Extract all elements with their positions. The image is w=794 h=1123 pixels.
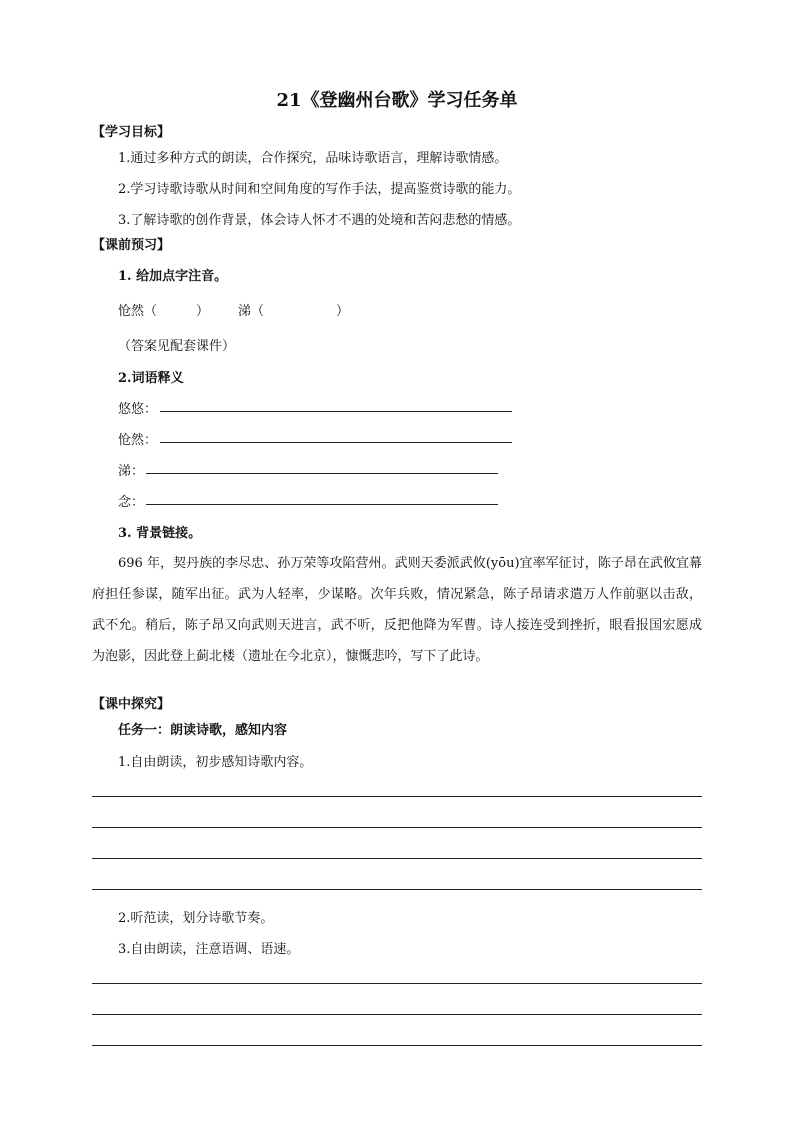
word-label: 悠悠： <box>118 402 158 417</box>
task1-title: 任务一：朗读诗歌，感知内容 <box>118 723 288 738</box>
answer-line[interactable] <box>92 1014 702 1015</box>
task-item: 2.听范读，划分诗歌节奏。 <box>118 911 274 926</box>
answer-note: （答案见配套课件） <box>118 339 236 354</box>
word-label: 念： <box>118 495 145 510</box>
pinyin-word-ti: 涕（ <box>238 304 265 319</box>
q1-title: 1. 给加点字注音。 <box>118 269 228 284</box>
task-item: 1.自由朗读，初步感知诗歌内容。 <box>118 755 313 770</box>
task-item: 3.自由朗读，注意语调、语速。 <box>118 942 300 957</box>
goals-heading: 【学习目标】 <box>92 125 171 140</box>
answer-line[interactable] <box>160 411 512 412</box>
word-label: 涕： <box>118 464 145 479</box>
goal-item: 3.了解诗歌的创作背景，体会诗人怀才不遇的处境和苦闷悲愁的情感。 <box>118 213 521 228</box>
answer-line[interactable] <box>92 1045 702 1046</box>
preview-heading: 【课前预习】 <box>92 238 171 253</box>
answer-line[interactable] <box>92 983 702 984</box>
explore-heading: 【课中探究】 <box>92 697 171 712</box>
answer-line[interactable] <box>92 796 702 797</box>
answer-line[interactable] <box>146 504 498 505</box>
answer-line[interactable] <box>92 858 702 859</box>
goal-item: 1.通过多种方式的朗读，合作探究，品味诗歌语言，理解诗歌情感。 <box>118 151 508 166</box>
page-title: 21《登幽州台歌》学习任务单 <box>276 90 518 111</box>
pinyin-blank-close: ） <box>196 304 210 319</box>
answer-line[interactable] <box>92 827 702 828</box>
word-label: 怆然： <box>118 433 158 448</box>
goal-item: 2.学习诗歌诗歌从时间和空间角度的写作手法，提高鉴赏诗歌的能力。 <box>118 182 521 197</box>
answer-line[interactable] <box>160 442 512 443</box>
answer-line[interactable] <box>146 473 498 474</box>
pinyin-blank-close: ） <box>336 304 350 319</box>
background-paragraph: 696 年，契丹族的李尽忠、孙万荣等攻陷营州。武则天委派武攸(yōu)宜率军征讨，陈子昂在武攸宜幕府担任参谋，随军出征。武为人轻率，少谋略。次年兵败，情况紧急，陈子昂请求遣万人作前驱以击敌，武不允。稍后，陈子昂又向武则天进言，武不听，反把他降为军曹。诗人接连受到挫折，眼看报国宏愿成为泡影，因此登上蓟北楼（遗址在今北京），慷慨悲吟，写下了此诗。 <box>92 556 702 664</box>
answer-line[interactable] <box>92 889 702 890</box>
q3-title: 3. 背景链接。 <box>118 526 202 541</box>
pinyin-word-changran: 怆然（ <box>118 304 158 319</box>
q2-title: 2.词语释义 <box>118 371 184 386</box>
